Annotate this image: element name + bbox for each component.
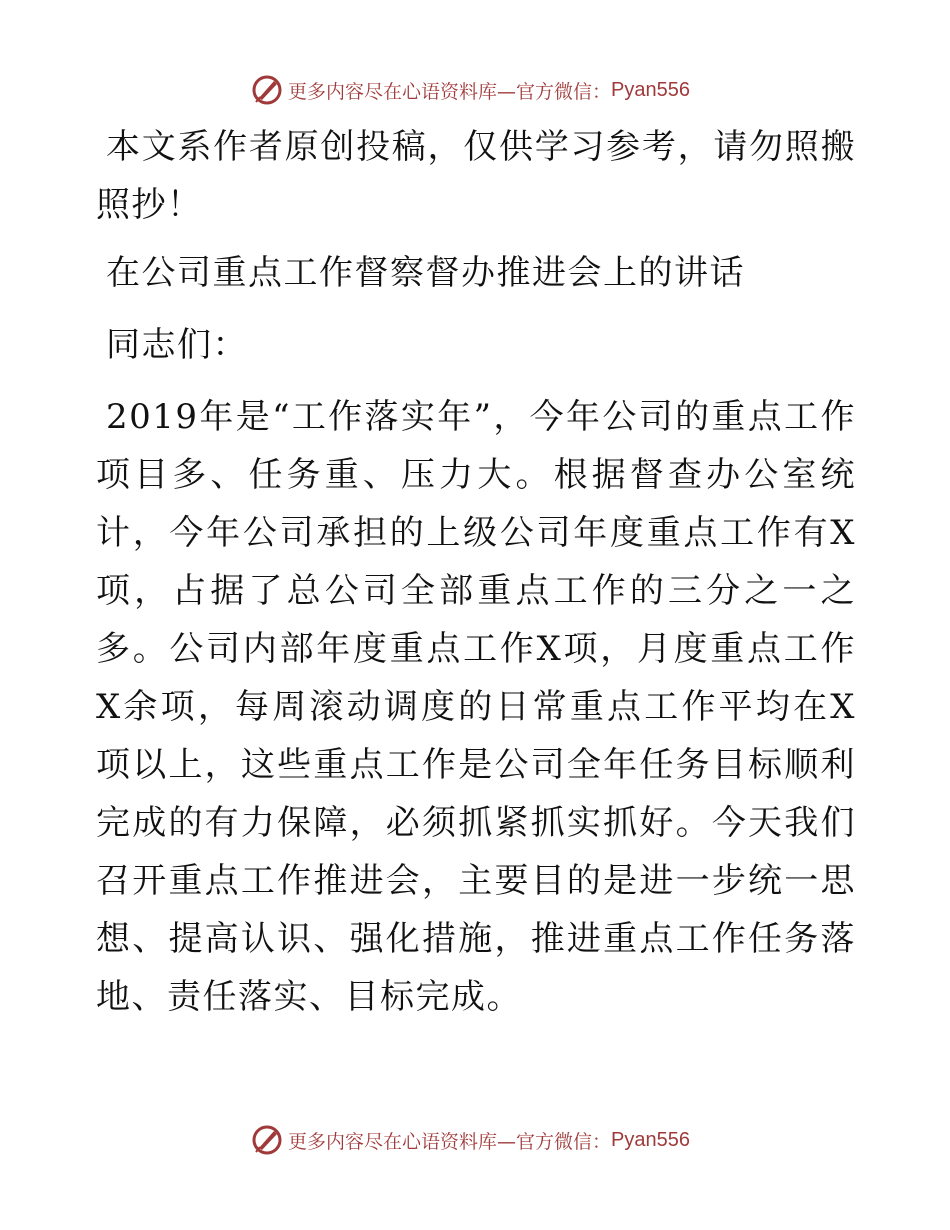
salutation: 同志们：: [106, 325, 248, 365]
header-banner: [0, 68, 950, 112]
quill-circle-logo-icon: [250, 1123, 284, 1157]
footer-banner-text: 更多内容尽在心语资料库—官方微信：: [288, 1130, 612, 1153]
footer-banner: [0, 1118, 950, 1162]
document-title: 在公司重点工作督察督办推进会上的讲话: [106, 253, 745, 293]
copyright-notice: 本文系作者原创投稿，仅供学习参考，请勿照搬照抄！: [96, 127, 856, 225]
header-banner-content: [250, 73, 690, 107]
document-content: [96, 118, 856, 1026]
footer-wechat-id: Pyan556: [611, 1128, 690, 1151]
header-wechat-id: Pyan556: [611, 78, 690, 101]
body-paragraph: 2019年是“工作落实年”，今年公司的重点工作项目多、任务重、压力大。根据督查办公室统计，今年公司承担的上级公司年度重点工作有X项，占据了总公司全部重点工作的三分之一之多。公司内部年度重点工作X项，月度重点工作X余项，每周滚动调度的日常重点工作平均在X项以上，这些重点工作是公司全年任务目标顺利完成的有力保障，必须抓紧抓实抓好。今天我们召开重点工作推进会，主要目的是进一步统一思想、提高认识、强化措施，推进重点工作任务落地、责任落实、目标完成。: [96, 397, 856, 1017]
quill-circle-logo-icon: [250, 73, 284, 107]
footer-banner-content: [250, 1123, 690, 1157]
header-banner-text: 更多内容尽在心语资料库—官方微信：: [288, 80, 612, 103]
